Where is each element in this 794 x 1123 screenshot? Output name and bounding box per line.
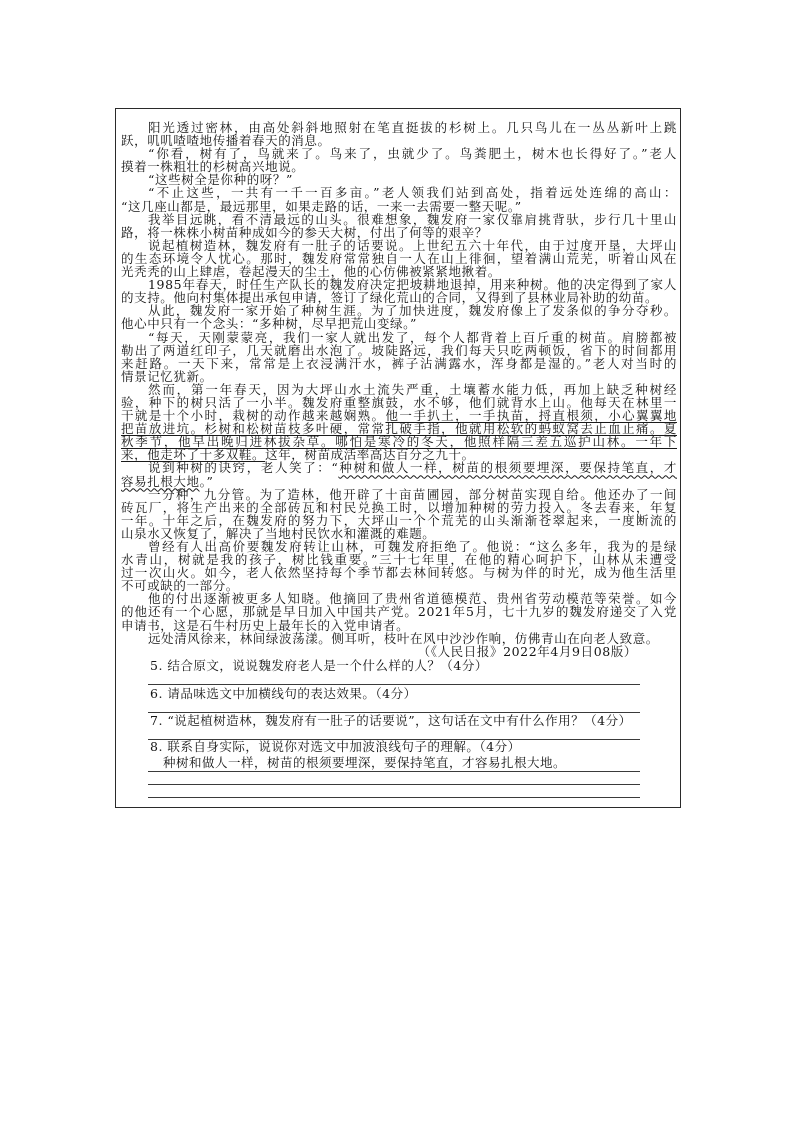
text-line: 的支持。他向村集体提出承包申请，签订了绿化荒山的合同，又得到了县林业局补助的幼苗。 xyxy=(121,290,659,306)
text-line: 山泉水又恢复了，解决了当地村民饮水和灌溉的难题。 xyxy=(121,525,436,541)
text-line: 曾经有人出高价要魏发府转让山林，可魏发府拒绝了。他说：“这么多年，我为的是绿 xyxy=(148,539,677,554)
underlined-sentence: 把苗放进坑。杉树和松树苗枝多叶硬，常常扎破手指，他就用松软的蚂蚁窝去止血止痛。夏 xyxy=(121,421,677,437)
text-line: 过一次山火。如今，老人依然坚持每个季节都去林间转悠。与树为伴的时光，成为他生活里 xyxy=(121,565,677,581)
text-line: 一年。十年之后，在魏发府的努力下，大坪山一个个荒芜的山头渐渐苍翠起来，一度断流的 xyxy=(121,512,677,528)
text-line: 我举目远眺，看不清最远的山头。很难想象，魏发府一家仅靠肩挑背驮，步行几十里山 xyxy=(148,211,677,227)
question-7: 7. “说起植树造林，魏发府有一肚子的话要说”，这句话在文中有什么作用？（4分） xyxy=(150,713,632,728)
text-line xyxy=(121,475,677,488)
text-line: 1985年春天，时任生产队长的魏发府决定把坡耕地退掉，用来种树。他的决定得到了家人 xyxy=(148,277,677,293)
paragraph xyxy=(121,213,677,239)
answer-line[interactable] xyxy=(148,797,640,798)
question-8-quoted-sentence: 种树和做人一样，树苗的根须要埋深，要保持笔直，才容易扎根大地。 xyxy=(163,755,567,770)
text-line: 一分种，九分管。为了造林，他开辟了十亩苗圃园，部分树苗实现自给。他还办了一间 xyxy=(148,486,677,502)
text-segment: 干就是十个小时，栽树的动作越来越娴熟。 xyxy=(121,408,386,424)
text-line: 跃，叽叽喳喳地传播着春天的消息。 xyxy=(121,133,331,149)
text-line: 的生态环境令人忧心。那时，魏发府常常独自一人在山上徘徊，望着满山荒芜，听着山风在 xyxy=(121,250,677,266)
text-line: 阳光透过密林，由高处斜斜地照射在笔直挺拔的杉树上。几只鸟儿在一丛丛新叶上跳 xyxy=(148,120,677,135)
paragraph xyxy=(121,592,677,631)
wavy-underlined-sentence: 种树和做人一样，树苗的根须要埋深，要保持笔直，才 xyxy=(338,460,677,476)
text-line: 申请书，这是石牛村历史上最年长的入党申请者。 xyxy=(121,617,410,633)
text-line: 的他还有一个心愿，那就是早日加入中国共产党。2021年5月，七十九岁的魏发府递交了入党 xyxy=(121,604,677,620)
underlined-sentence: 他一手扒土，一手执苗，捋直根须，小心翼翼地 xyxy=(385,408,677,424)
exam-passage-frame xyxy=(115,108,681,808)
paragraph xyxy=(121,147,677,173)
text-line: 验，种下的树只活了一小半。魏发府重整旗鼓，水不够，他们就背水上山。他每天在林里一 xyxy=(121,394,677,410)
text-segment: 。” xyxy=(199,473,214,489)
wavy-underlined-sentence: 容易扎根大地 xyxy=(121,473,200,489)
text-line: 情景记忆犹新。 xyxy=(121,368,213,384)
question-5: 5. 结合原文，说说魏发府老人是一个什么样的人？（4分） xyxy=(150,658,488,673)
paragraph xyxy=(121,383,677,462)
text-line: 砖瓦厂，将生产出来的全部砖瓦和村民兑换工时，以增加种树的劳力投入。冬去春来，年复 xyxy=(121,499,677,515)
paragraph xyxy=(121,278,677,304)
answer-line[interactable] xyxy=(148,784,640,785)
text-line: 不可或缺的一部分。 xyxy=(121,578,239,594)
text-line: 他的付出逐渐被更多人知晓。他摘回了贵州省道德模范、贵州省劳动模范等荣誉。如今 xyxy=(148,591,677,607)
paragraph xyxy=(121,632,677,645)
underlined-sentence: 来，他走坏了十多双鞋。 xyxy=(121,447,266,463)
text-line: 然而，第一年春天，因为大坪山水土流失严重，土壤蓄水能力低，再加上缺乏种树经 xyxy=(148,381,677,397)
answer-line[interactable] xyxy=(148,684,640,685)
text-line: 远处清风徐来，林间绿波荡漾。侧耳听，枝叶在风中沙沙作响，仿佛青山在向老人致意。 xyxy=(148,630,659,646)
question-6: 6. 请品味选文中加横线句的表达效果。（4分） xyxy=(150,686,417,701)
text-line: 水青山，树就是我的孩子，树比钱重要。”三十七年里，在他的精心呵护下，山林从未遭受 xyxy=(121,552,677,568)
answer-line[interactable] xyxy=(148,771,640,772)
text-line: “不止这些，一共有一千一百多亩。”老人领我们站到高处，指着远处连绵的高山： xyxy=(148,185,677,201)
text-line: 光秃秃的山上肆虐，卷起漫天的尘土，他的心仿佛被紧紧地揪着。 xyxy=(121,264,501,280)
text-line: 从此，魏发府一家开始了种树生涯。为了加快进度，魏发府像上了发条似的争分夺秒。 xyxy=(148,303,677,319)
text-line: “你看，树有了，鸟就来了。鸟来了，虫就少了。鸟粪肥土，树木也长得好了。”老人 xyxy=(148,146,677,162)
text-line: 勒出了两道红印子，几天就磨出水泡了。坡陡路远，我们每天只吃两顿饭，省下的时间都用 xyxy=(121,342,677,358)
text-line: 说起植树造林，魏发府有一肚子的话要说。上世纪五六十年代，由于过度开垦，大坪山 xyxy=(148,237,677,253)
text-line: 来赶路。一天下来，常常是上衣浸满汗水，裤子沾满露水，浑身都是湿的。”老人对当时的 xyxy=(121,355,677,371)
text-line: “每天，天刚蒙蒙亮，我们一家人就出发了，每个人都背着上百斤重的树苗。肩膀都被 xyxy=(148,329,677,345)
text-line: 路，将一株株小树苗种成如今的参天大树，付出了何等的艰辛？ xyxy=(121,224,488,240)
paragraph xyxy=(121,540,677,592)
question-8: 8. 联系自身实际，说说你对选文中加波浪线句子的理解。（4分） xyxy=(150,739,521,754)
text-line: “这几座山都是，最远那里，如果走路的话，一来一去需要一整天呢。” xyxy=(121,198,522,214)
article-source: （《人民日报》2022年4月9日08版） xyxy=(417,643,637,659)
paragraph xyxy=(121,461,677,487)
text-line: “这些树全是你种的呀？” xyxy=(148,172,293,188)
underlined-sentence: 秋季节，他早出晚归进林拔杂草。哪怕是寒冷的冬天，他照样隔三差五巡护山林。一年下 xyxy=(121,434,677,450)
paragraph xyxy=(121,331,677,383)
paragraph xyxy=(121,304,677,330)
paragraph xyxy=(121,186,677,212)
text-line: 摸着一株粗壮的杉树高兴地说。 xyxy=(121,159,305,175)
text-segment: 这年，树苗成活率高达百分之九十。 xyxy=(265,447,475,463)
text-line: 他心中只有一个念头：“多种树，尽早把荒山变绿。” xyxy=(121,316,417,332)
paragraph xyxy=(121,239,677,278)
paragraph xyxy=(121,121,677,147)
article-body xyxy=(121,121,677,658)
text-segment: 说到种树的诀窍，老人笑了：“ xyxy=(148,460,339,476)
paragraph xyxy=(121,488,677,540)
